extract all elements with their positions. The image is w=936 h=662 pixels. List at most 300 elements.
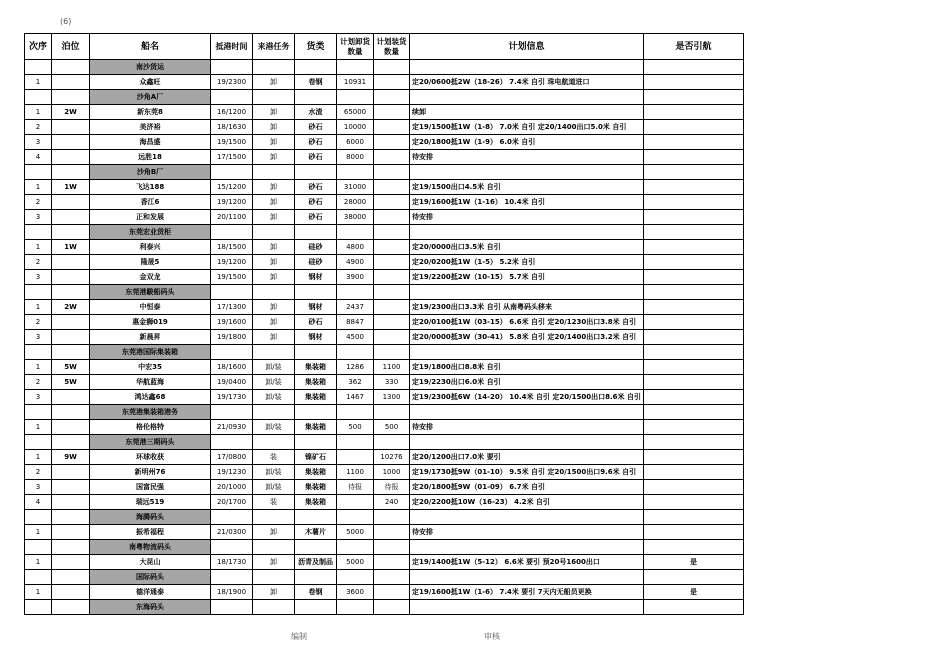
empty-cell <box>52 405 90 420</box>
cell-pilot <box>643 135 743 150</box>
group-header-row <box>25 60 744 75</box>
empty-cell <box>410 165 644 180</box>
cell-unload: 362 <box>337 375 374 390</box>
cell-load <box>374 315 410 330</box>
cell-arrive: 19/1200 <box>211 255 253 270</box>
cell-cargo: 砂石 <box>295 135 337 150</box>
cell-pilot <box>643 480 743 495</box>
table-row <box>25 585 744 600</box>
cell-berth <box>52 480 90 495</box>
cell-plan: 定20/0000抵3W（30-41） 5.8米 自引 定20/1400出口3.2米 自引 <box>410 330 644 345</box>
cell-ship: 惠金狮019 <box>90 315 211 330</box>
group-header-row <box>25 345 744 360</box>
terminal-name: 国际码头 <box>90 570 211 585</box>
cell-load <box>374 585 410 600</box>
cell-task: 卸 <box>253 195 295 210</box>
empty-cell <box>374 90 410 105</box>
cell-seq: 1 <box>25 75 52 90</box>
cell-cargo: 卷钢 <box>295 75 337 90</box>
cell-unload: 4800 <box>337 240 374 255</box>
cell-unload: 10000 <box>337 120 374 135</box>
cell-arrive: 19/1600 <box>211 315 253 330</box>
cell-arrive: 19/1500 <box>211 135 253 150</box>
cell-load <box>374 135 410 150</box>
cell-task: 装 <box>253 450 295 465</box>
table-row <box>25 390 744 405</box>
cell-berth <box>52 210 90 225</box>
empty-cell <box>410 90 644 105</box>
cell-task: 卸 <box>253 105 295 120</box>
cell-arrive: 17/1500 <box>211 150 253 165</box>
cell-arrive: 19/1230 <box>211 465 253 480</box>
empty-cell <box>52 600 90 615</box>
cell-arrive: 19/1800 <box>211 330 253 345</box>
empty-cell <box>52 60 90 75</box>
empty-cell <box>337 285 374 300</box>
cell-cargo: 卷钢 <box>295 585 337 600</box>
cell-unload: 1467 <box>337 390 374 405</box>
empty-cell <box>52 165 90 180</box>
cell-berth: 5W <box>52 360 90 375</box>
cell-task: 卸/装 <box>253 390 295 405</box>
cell-pilot <box>643 180 743 195</box>
group-header-row <box>25 570 744 585</box>
cell-berth <box>52 555 90 570</box>
header-unload: 计划卸货数量 <box>337 34 374 60</box>
cell-seq: 4 <box>25 495 52 510</box>
cell-plan: 定20/2200抵10W（16-23） 4.2米 自引 <box>410 495 644 510</box>
cell-plan: 定19/2230出口6.0米 自引 <box>410 375 644 390</box>
cell-task: 卸 <box>253 240 295 255</box>
cell-cargo: 钢材 <box>295 300 337 315</box>
cell-plan: 定20/0000出口3.5米 自引 <box>410 240 644 255</box>
empty-cell <box>643 540 743 555</box>
cell-unload: 2437 <box>337 300 374 315</box>
cell-cargo: 砂石 <box>295 120 337 135</box>
cell-unload: 5000 <box>337 555 374 570</box>
cell-unload: 10931 <box>337 75 374 90</box>
cell-cargo: 镍矿石 <box>295 450 337 465</box>
header-row <box>25 34 744 60</box>
cell-pilot <box>643 240 743 255</box>
cell-seq: 2 <box>25 465 52 480</box>
cell-seq: 2 <box>25 315 52 330</box>
cell-pilot <box>643 390 743 405</box>
cell-load <box>374 255 410 270</box>
cell-ship: 隆晟5 <box>90 255 211 270</box>
cell-ship: 格伦格特 <box>90 420 211 435</box>
cell-plan: 待安排 <box>410 150 644 165</box>
cell-plan: 定19/1500出口4.5米 自引 <box>410 180 644 195</box>
cell-arrive: 21/0300 <box>211 525 253 540</box>
cell-load: 330 <box>374 375 410 390</box>
cell-unload: 8000 <box>337 150 374 165</box>
cell-load <box>374 330 410 345</box>
cell-unload: 3900 <box>337 270 374 285</box>
cell-seq: 1 <box>25 525 52 540</box>
cell-ship: 德洋通泰 <box>90 585 211 600</box>
cell-berth <box>52 75 90 90</box>
cell-cargo: 集装箱 <box>295 480 337 495</box>
cell-pilot <box>643 465 743 480</box>
empty-cell <box>410 435 644 450</box>
cell-seq: 3 <box>25 330 52 345</box>
cell-plan: 定20/1800抵9W（01-09） 6.7米 自引 <box>410 480 644 495</box>
empty-cell <box>253 540 295 555</box>
empty-cell <box>295 345 337 360</box>
group-header-row <box>25 435 744 450</box>
cell-berth <box>52 525 90 540</box>
terminal-name: 东莞港集装箱港务 <box>90 405 211 420</box>
cell-pilot <box>643 105 743 120</box>
empty-cell <box>643 510 743 525</box>
empty-cell <box>643 225 743 240</box>
empty-cell <box>374 225 410 240</box>
cell-plan: 定19/2300抵6W（14-20） 10.4米 自引 定20/1500出口8.6米 自引 <box>410 390 644 405</box>
empty-cell <box>337 600 374 615</box>
cell-plan: 定19/1730抵9W（01-10） 9.5米 自引 定20/1500出口9.6米 自引 <box>410 465 644 480</box>
empty-cell <box>211 435 253 450</box>
empty-cell <box>25 285 52 300</box>
table-row <box>25 525 744 540</box>
cell-cargo: 砂石 <box>295 150 337 165</box>
cell-seq: 1 <box>25 450 52 465</box>
cell-ship: 新东莞8 <box>90 105 211 120</box>
empty-cell <box>410 225 644 240</box>
table-row <box>25 120 744 135</box>
cell-load <box>374 120 410 135</box>
table-row <box>25 495 744 510</box>
cell-unload: 6000 <box>337 135 374 150</box>
cell-arrive: 18/1500 <box>211 240 253 255</box>
cell-ship: 美济裕 <box>90 120 211 135</box>
cell-unload: 1286 <box>337 360 374 375</box>
header-task: 来港任务 <box>253 34 295 60</box>
table-row <box>25 450 744 465</box>
cell-seq: 3 <box>25 210 52 225</box>
empty-cell <box>337 345 374 360</box>
cell-plan: 待安排 <box>410 420 644 435</box>
cell-task: 卸/装 <box>253 480 295 495</box>
ship-schedule-table <box>24 33 744 615</box>
empty-cell <box>25 510 52 525</box>
cell-unload: 4900 <box>337 255 374 270</box>
empty-cell <box>25 165 52 180</box>
cell-cargo: 集装箱 <box>295 420 337 435</box>
empty-cell <box>253 165 295 180</box>
empty-cell <box>410 600 644 615</box>
empty-cell <box>253 345 295 360</box>
cell-arrive: 18/1730 <box>211 555 253 570</box>
cell-arrive: 21/0930 <box>211 420 253 435</box>
cell-plan: 续卸 <box>410 105 644 120</box>
cell-pilot <box>643 75 743 90</box>
cell-ship: 鸿达鑫68 <box>90 390 211 405</box>
cell-unload <box>337 450 374 465</box>
cell-load: 500 <box>374 420 410 435</box>
cell-berth <box>52 195 90 210</box>
cell-cargo: 集装箱 <box>295 375 337 390</box>
cell-task: 卸 <box>253 525 295 540</box>
empty-cell <box>253 60 295 75</box>
empty-cell <box>337 165 374 180</box>
cell-ship: 金双龙 <box>90 270 211 285</box>
empty-cell <box>211 60 253 75</box>
empty-cell <box>25 435 52 450</box>
empty-cell <box>643 165 743 180</box>
cell-pilot <box>643 450 743 465</box>
cell-task: 卸 <box>253 150 295 165</box>
cell-pilot <box>643 495 743 510</box>
cell-arrive: 19/0400 <box>211 375 253 390</box>
empty-cell <box>410 510 644 525</box>
cell-seq: 4 <box>25 150 52 165</box>
empty-cell <box>643 600 743 615</box>
cell-seq: 1 <box>25 105 52 120</box>
footer-review: 审核 <box>484 632 500 641</box>
empty-cell <box>211 90 253 105</box>
cell-load: 1100 <box>374 360 410 375</box>
cell-cargo: 沥青及制品 <box>295 555 337 570</box>
cell-ship: 新晨昇 <box>90 330 211 345</box>
empty-cell <box>211 225 253 240</box>
cell-ship: 中恒泰 <box>90 300 211 315</box>
empty-cell <box>374 405 410 420</box>
cell-berth <box>52 420 90 435</box>
cell-task: 装 <box>253 495 295 510</box>
empty-cell <box>25 60 52 75</box>
table-row <box>25 105 744 120</box>
cell-pilot <box>643 525 743 540</box>
cell-task: 卸 <box>253 270 295 285</box>
empty-cell <box>52 225 90 240</box>
header-seq: 次序 <box>25 34 52 60</box>
cell-task: 卸 <box>253 210 295 225</box>
footer-edit: 编制 <box>291 632 307 641</box>
cell-load <box>374 270 410 285</box>
empty-cell <box>410 540 644 555</box>
cell-pilot <box>643 420 743 435</box>
cell-arrive: 17/0800 <box>211 450 253 465</box>
cell-pilot <box>643 315 743 330</box>
cell-ship: 海昌盛 <box>90 135 211 150</box>
cell-ship: 大昆山 <box>90 555 211 570</box>
cell-plan: 定20/0200抵1W（1-5） 5.2米 自引 <box>410 255 644 270</box>
cell-load <box>374 240 410 255</box>
empty-cell <box>374 540 410 555</box>
cell-seq: 2 <box>25 375 52 390</box>
cell-unload <box>337 495 374 510</box>
cell-plan: 待安排 <box>410 210 644 225</box>
cell-plan: 待安排 <box>410 525 644 540</box>
cell-load: 1300 <box>374 390 410 405</box>
cell-cargo: 硅砂 <box>295 255 337 270</box>
cell-cargo: 砂石 <box>295 210 337 225</box>
cell-pilot: 是 <box>643 585 743 600</box>
empty-cell <box>211 540 253 555</box>
group-header-row <box>25 540 744 555</box>
table-row <box>25 360 744 375</box>
empty-cell <box>25 540 52 555</box>
empty-cell <box>295 285 337 300</box>
cell-arrive: 19/2300 <box>211 75 253 90</box>
cell-ship: 振希福程 <box>90 525 211 540</box>
empty-cell <box>337 90 374 105</box>
empty-cell <box>410 285 644 300</box>
cell-cargo: 水渣 <box>295 105 337 120</box>
empty-cell <box>295 570 337 585</box>
cell-cargo: 硅砂 <box>295 240 337 255</box>
empty-cell <box>410 405 644 420</box>
cell-berth: 9W <box>52 450 90 465</box>
cell-cargo: 砂石 <box>295 315 337 330</box>
group-header-row <box>25 90 744 105</box>
empty-cell <box>374 600 410 615</box>
empty-cell <box>25 345 52 360</box>
table-row <box>25 135 744 150</box>
cell-load <box>374 180 410 195</box>
empty-cell <box>643 285 743 300</box>
table-row <box>25 150 744 165</box>
terminal-name: 东莞宏业货柜 <box>90 225 211 240</box>
cell-ship: 香江6 <box>90 195 211 210</box>
cell-task: 卸 <box>253 315 295 330</box>
cell-plan: 定19/1500抵1W（1-8） 7.0米 自引 定20/1400出口5.0米 自引 <box>410 120 644 135</box>
cell-ship: 国富民强 <box>90 480 211 495</box>
cell-load <box>374 300 410 315</box>
cell-task: 卸/装 <box>253 375 295 390</box>
cell-plan: 定19/2200抵2W（10-15） 5.7米 自引 <box>410 270 644 285</box>
cell-berth <box>52 495 90 510</box>
terminal-name: 海腾码头 <box>90 510 211 525</box>
cell-ship: 众鑫旺 <box>90 75 211 90</box>
group-header-row <box>25 600 744 615</box>
cell-task: 卸 <box>253 555 295 570</box>
table-row <box>25 480 744 495</box>
header-arrive: 抵港时间 <box>211 34 253 60</box>
terminal-name: 东莞港三期码头 <box>90 435 211 450</box>
empty-cell <box>643 60 743 75</box>
cell-pilot: 是 <box>643 555 743 570</box>
empty-cell <box>211 345 253 360</box>
cell-ship: 瑞远519 <box>90 495 211 510</box>
cell-pilot <box>643 375 743 390</box>
cell-seq: 1 <box>25 300 52 315</box>
table-row <box>25 210 744 225</box>
header-load: 计划装货数量 <box>374 34 410 60</box>
cell-arrive: 16/1200 <box>211 105 253 120</box>
cell-berth <box>52 150 90 165</box>
cell-unload: 28000 <box>337 195 374 210</box>
cell-arrive: 19/1500 <box>211 270 253 285</box>
cell-berth <box>52 465 90 480</box>
cell-load <box>374 75 410 90</box>
empty-cell <box>643 345 743 360</box>
empty-cell <box>253 225 295 240</box>
cell-arrive: 19/1730 <box>211 390 253 405</box>
empty-cell <box>295 540 337 555</box>
cell-berth: 1W <box>52 180 90 195</box>
cell-berth <box>52 390 90 405</box>
empty-cell <box>643 90 743 105</box>
cell-ship: 中宏35 <box>90 360 211 375</box>
cell-task: 卸 <box>253 330 295 345</box>
empty-cell <box>211 405 253 420</box>
cell-load <box>374 525 410 540</box>
terminal-name: 南粤物流码头 <box>90 540 211 555</box>
empty-cell <box>211 510 253 525</box>
cell-seq: 3 <box>25 480 52 495</box>
cell-plan: 定19/1600抵1W（1-16） 10.4米 自引 <box>410 195 644 210</box>
empty-cell <box>643 570 743 585</box>
empty-cell <box>253 405 295 420</box>
cell-task: 卸 <box>253 120 295 135</box>
empty-cell <box>52 510 90 525</box>
empty-cell <box>295 510 337 525</box>
cell-plan: 定20/1200出口7.0米 要引 <box>410 450 644 465</box>
empty-cell <box>295 600 337 615</box>
empty-cell <box>374 345 410 360</box>
empty-cell <box>52 570 90 585</box>
cell-seq: 2 <box>25 195 52 210</box>
empty-cell <box>295 405 337 420</box>
cell-cargo: 集装箱 <box>295 360 337 375</box>
empty-cell <box>211 285 253 300</box>
terminal-name: 东莞港駿船码头 <box>90 285 211 300</box>
cell-task: 卸 <box>253 135 295 150</box>
cell-berth <box>52 315 90 330</box>
empty-cell <box>374 570 410 585</box>
cell-task: 卸/装 <box>253 420 295 435</box>
empty-cell <box>337 435 374 450</box>
cell-unload: 65000 <box>337 105 374 120</box>
empty-cell <box>253 600 295 615</box>
empty-cell <box>410 570 644 585</box>
cell-berth <box>52 270 90 285</box>
cell-load: 待报 <box>374 480 410 495</box>
empty-cell <box>253 285 295 300</box>
cell-arrive: 20/1100 <box>211 210 253 225</box>
empty-cell <box>643 405 743 420</box>
cell-berth <box>52 255 90 270</box>
cell-seq: 1 <box>25 585 52 600</box>
cell-seq: 1 <box>25 240 52 255</box>
empty-cell <box>253 435 295 450</box>
cell-seq: 3 <box>25 135 52 150</box>
cell-ship: 利泰兴 <box>90 240 211 255</box>
cell-plan: 定19/1800出口8.8米 自引 <box>410 360 644 375</box>
cell-unload: 31000 <box>337 180 374 195</box>
empty-cell <box>337 225 374 240</box>
empty-cell <box>52 345 90 360</box>
cell-cargo: 集装箱 <box>295 495 337 510</box>
cell-berth <box>52 120 90 135</box>
empty-cell <box>25 600 52 615</box>
cell-task: 卸/装 <box>253 360 295 375</box>
table-row <box>25 375 744 390</box>
cell-pilot <box>643 150 743 165</box>
cell-cargo: 钢材 <box>295 330 337 345</box>
cell-cargo: 砂石 <box>295 195 337 210</box>
table-row <box>25 240 744 255</box>
table-row <box>25 465 744 480</box>
cell-berth <box>52 585 90 600</box>
empty-cell <box>337 510 374 525</box>
cell-plan: 定20/0600抵2W（18-26） 7.4米 自引 珠电航道进口 <box>410 75 644 90</box>
cell-berth <box>52 135 90 150</box>
cell-load: 1000 <box>374 465 410 480</box>
cell-load <box>374 150 410 165</box>
